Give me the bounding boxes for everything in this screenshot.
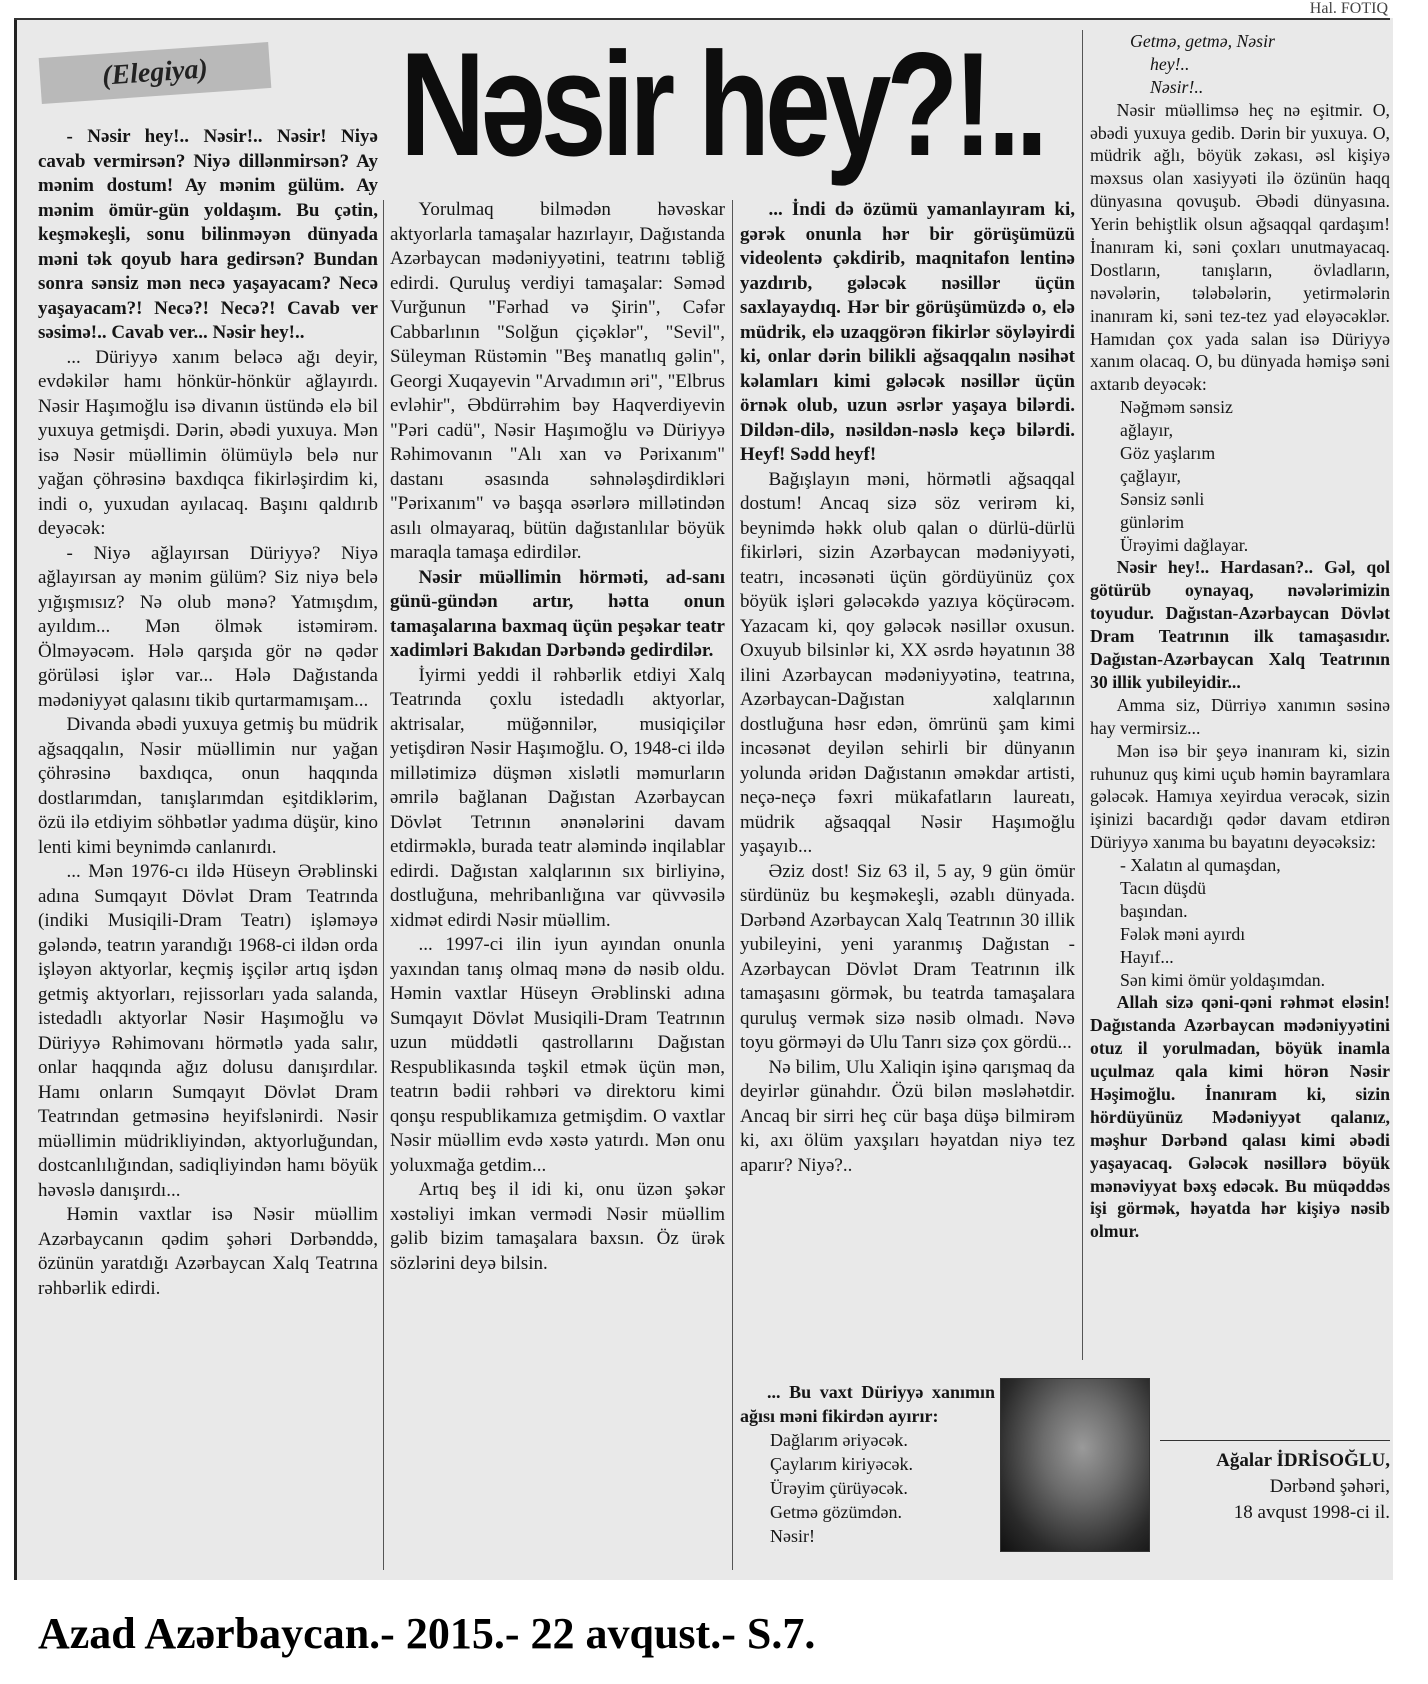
poem-line: Sən kimi ömür yoldaşımdan. [1120, 969, 1326, 990]
paragraph: Mən isə bir şeyə inanıram ki, sizin ruhunuz quş kimi uçub həmin bayramlara gələcək. Hamıya xeyirdua verəcək, sizin işinizi bacardığı qədər davam etdirən Düriyyə xanıma bu bayatını deyəcəksiz: [1090, 740, 1390, 853]
paragraph: Allah sizə qəni-qəni rəhmət eləsin! Dağıstanda Azərbaycan mədəniyyətini otuz il yorulmadan, böyük inamla uçulmaz qala kimi hörən Nəsir Həşimoğlu. İnanıram ki, sizin hördüyünüz Mədəniyyət qalanız, məşhur Dərbənd qalası kimi əbədi yaşayacaq. Gələcək nəsillərə böyük mənəviyyat bəxş edəcək. Bu müqəddəs işi görmək, həyatda hər kişiyə nəsib olmur. [1090, 992, 1390, 1242]
poem-line: Sənsiz sənli [1120, 488, 1205, 509]
poem-line: başından. [1120, 900, 1188, 921]
poem-line: Hayıf... [1120, 946, 1174, 967]
column-2 [390, 198, 725, 1276]
paragraph: ... Mən 1976-cı ildə Hüseyn Ərəblinski adına Sumqayıt Dövlət Dram Teatrında (indiki Musiqili-Dram Teatrı) işləməyə gələndə, teatrın yarandığı 1968-ci ildən orda işləyən aktyorlar, keçmiş işçilər artıq işdən getmiş aktyorları, rejissorları yada salanda, istedadlı aktyorlar Nəsir Haşımoğlu və Düriyyə Rəhimovanı hörmətlə yada salır, onlar haqqında ağız dolusu danışırdılar. Hamı onların Sumqayıt Dövlət Dram Teatrından getməsinə heyifslənirdi. Nəsir müəllimin müdrikliyindən, aktyorluğundan, dostcanlılığından, sadiqliyindən hamı böyük həvəslə danışırdı... [38, 861, 378, 1201]
lament-poem [740, 1380, 995, 1548]
paragraph: Nəsir müəllimsə heç nə eşitmir. O, əbədi yuxuya gedib. Dərin bir yuxuya. O, müdrik ağlı, böyük zəkası, əsl kişiyə məxsus olan xasiyyəti ilə özünün haqq dünyasına qovuşub. Əbədi dünyasına. Yerin behiştlik olsun ağsaqqal qardaşım! İnanıram ki, səni çoxları unutmayacaq. Dostların, tanışların, övladların, nəvələrin, tələbələrin, yetirmələrin inanıram ki, səni tez-tez yad eləyəcəklər. Hamıdan çox yada salan isə Düriyyə xanım olacaq. O, bu dünyada həmişə səni axtarıb deyəcək: [1090, 99, 1390, 395]
paragraph: ... 1997-ci ilin iyun ayından onunla yaxından tanış olmaq mənə də nəsib oldu. Həmin vaxtlar Hüseyn Ərəblinski adına Sumqayıt Dövlət Musiqili-Dram Teatrının uzun müddətli qastrollarını Dağıstan Respublikasında təşkil etmək üçün mən, teatrın bədii rəhbəri və direktoru kimi qonşu respublikamıza getmişdim. O vaxtlar Nəsir müəllim evdə xəstə yatırdı. Mən onu yoluxmağa getdim... [390, 934, 725, 1176]
poem-intro: ... Bu vaxt Düriyyə xanımın ağısı məni fikirdən ayırır: [740, 1382, 995, 1426]
poem-line: Nəğməm sənsiz [1120, 397, 1233, 418]
rubric-text: (Elegiya) [101, 53, 209, 92]
paragraph: Bağışlayın məni, hörmətli ağsaqqal dostum! Ancaq sizə söz verirəm ki, beynimdə həkk olub qalan o dürlü-dürlü fikirləri, sizin Azərbaycan mədəniyyəti, teatrı, incəsənəti üçün gördüyünüz çox böyük işləri gələcəkdə yazıya köçürəcəm. Yazacam ki, qoy gələcək nəsillər oxusun. Oxuyub bilsinlər ki, XX əsrdə həyatının 38 ilini Azərbaycan mədəniyyətinə, teatrına, Azərbaycan-Dağıstan xalqlarının dostluğuna həsr edən, ömrünü şam kimi incəsənət deyilən sehirli bir dünyanın yolunda əridən Dağıstanın əməkdar artisti, neçə-neçə fəxri mükafatların laureatı, müdrik ağsaqqal Nəsir Haşımoğlu yaşayıb... [740, 468, 1075, 857]
paragraph: ... Düriyyə xanım beləcə ağı deyir, evdəkilər hamı hönkür-hönkür ağlayırdı. Nəsir Haşımoğlu isə divanın üstündə elə bil yuxuya getmişdi. Dərin, əbədi yuxuya. Mən isə Nəsir müəllimin ölümüylə belə nur yağan çöhrəsinə baxdıqca fikirləşirdim ki, indi o, yuxudan ayılacaq. Başını qaldırıb deyəcək: [38, 346, 378, 539]
page-header-right: Hal. FOTIQ [1309, 0, 1388, 17]
column-1 [38, 125, 378, 1301]
poem-line: Ürəyimi dağlayar. [1120, 534, 1249, 555]
poem-line: - Xalatın al qumaşdan, [1120, 855, 1281, 876]
poem-line: çağlayır, [1120, 465, 1181, 486]
poem-line: hey!.. [1150, 53, 1190, 74]
paragraph: - Nəsir hey!.. Nəsir!.. Nəsir! Niyə cavab vermirsən? Niyə dillənmirsən? Ay mənim dostum! Ay mənim gülüm. Ay mənim ömür-gün yoldaşım. Bu çətin, keşməkeşli, sonu bilinməyən dünyada məni tək qoyub hara gedirsən? Bundan sonra sənsiz mən necə yaşayacam? Necə yaşayacam?! Necə?! Necə?! Cavab ver səsimə!.. Cavab ver... Nəsir hey!.. [38, 126, 378, 343]
column-3 [740, 198, 1075, 1178]
article-title: Nəsir hey?!.. [400, 22, 1044, 188]
author-place: Dərbənd şəhəri, [1269, 1476, 1390, 1497]
poem-line: günlərim [1120, 511, 1185, 532]
source-citation: Azad Azərbaycan.- 2015.- 22 avqust.- S.7. [38, 1609, 816, 1658]
poem-line: Göz yaşlarım [1120, 443, 1216, 464]
column-4 [1090, 30, 1390, 1243]
top-rule [14, 18, 1390, 20]
article-date: 18 avqust 1998-ci il. [1233, 1502, 1390, 1523]
poem-line: Getmə gözümdən. [770, 1502, 902, 1522]
poem-line: Nəsir!.. [1150, 76, 1204, 97]
paragraph: Nəsir müəllimin hörməti, ad-sanı günü-gündən artır, hətta onun tamaşalarına baxmaq üçün peşəkar teatr xadimləri Bakıdan Dərbəndə gedirdilər. [390, 566, 725, 661]
paragraph: İyirmi yeddi il rəhbərlik etdiyi Xalq Teatrında çoxlu istedadlı aktyorlar, aktrisalar, müğənnilər, musiqiçilər yetişdirən Nəsir Haşımoğlu. O, 1948-ci ildə millətimizə düşmən xislətli məmurların əmrilə bağlanan Dağıstan Azərbaycan Dövlət Tetrının ənənələrini davam etdirməklə, burada teatr aləmində inqilablar edirdi. Dağıstan xalqlarının sıx birliyinə, dostluğuna, mehribanlığına var qüvvəsilə xidmət edirdi Nəsir müəllim. [390, 664, 725, 931]
paragraph: Divanda əbədi yuxuya getmiş bu müdrik ağsaqqalın, Nəsir müəllimin nur yağan çöhrəsinə baxdıqca, onun haqqında dostlarımdan, tanışlarımdan eşitdiklərim, özü ilə etdiyim söhbətlər yadıma düşür, kino lenti kimi beynimdə canlanırdı. [38, 714, 378, 858]
author-name: Ağalar İDRİSOĞLU, [1216, 1450, 1390, 1471]
signature-rule [1160, 1440, 1390, 1441]
paragraph: Yorulmaq bilmədən həvəskar aktyorlarla tamaşalar hazırlayır, Dağıstanda Azərbaycan mədəniyyətini, teatrını təbliğ edirdi. Quruluş verdiyi tamaşalar: Səməd Vurğunun "Fərhad və Şirin", Cəfər Cabbarlının "Solğun çiçəklər", "Sevil", Süleyman Rüstəmin "Beş manatlıq gəlin", Georgi Xuqayevin "Arvadımın əri", "Elbrus evləhir", Əbdürrəhim bəy Haqverdiyevin "Pəri cadü", Nəsir Haşımoğlu və Düriyyə Rəhimovanın "Alı xan və Pərixanım" dastanı əsasında səhnələşdirdikləri "Pərixanım" və başqa əsərlərə millətindən asılı olmayaraq, bütün dağıstanlılar böyük maraqla tamaşa edirdilər. [390, 199, 725, 563]
signature [1160, 1448, 1390, 1526]
portrait-photo [1000, 1378, 1150, 1552]
paragraph: Amma siz, Dürriyə xanımın səsinə hay vermirsiz... [1090, 694, 1390, 738]
paragraph: - Niyə ağlayırsan Düriyyə? Niyə ağlayırsan ay mənim gülüm? Siz niyə belə yığışmısız? Nə olub mənə? Yatmışdım, ayıldım... Mən ölmək istəmirəm. Ölməyəcəm. Hələ qarşıda gör nə qədər görüləsi işlər var... Hələ Dağıstanda mədəniyyət qalasını tikib qurtarmamışam... [38, 542, 378, 711]
poem-line: Çaylarım kiriyəcək. [770, 1454, 913, 1474]
paragraph: Əziz dost! Siz 63 il, 5 ay, 9 gün ömür sürdünüz bu keşməkeşli, əzablı dünyada. Dərbənd Azərbaycan Xalq Teatrının 30 illik yubileyini, yeni yaranmış Dağıstan - Azərbaycan Dövlət Dram Teatrının ilk tamaşasını görmək, bu teatrda tamaşalara quruluş vermək sizə nəsib olmadı. Nəvə toyu görməyi də Ulu Tanrı sizə çox gördü... [740, 860, 1075, 1053]
paragraph: Artıq beş il idi ki, onu üzən şəkər xəstəliyi imkan vermədi Nəsir müəllim gəlib bizim tamaşalara baxsın. Öz ürək sözlərini deyə bilsin. [390, 1179, 725, 1274]
column-separator [1082, 30, 1083, 1360]
paragraph: Nə bilim, Ulu Xaliqin işinə qarışmaq da deyirlər günahdır. Özü bilən məsləhətdir. Ancaq bir sirri heç cür başa düşə bilmirəm ki, axı ölüm yaxşıları həyatdan niyə tez aparır? Niyə?.. [740, 1056, 1075, 1176]
poem-line: Tacın düşdü [1120, 877, 1207, 898]
paragraph: Həmin vaxtlar isə Nəsir müəllim Azərbaycanın qədim şəhəri Dərbənddə, özünün yaratdığı Azərbaycan Xalq Teatrına rəhbərlik edirdi. [38, 1204, 378, 1299]
column-separator [383, 200, 384, 1570]
paragraph: ... İndi də özümü yamanlayıram ki, gərək onunla hər bir görüşümüzü videolentə çəkdirib, maqnitafon lentinə yazdırıb, gələcək nəsillər üçün saxlayaydıq. Hər bir görüşümüzdə o, elə müdrik, elə uzaqgörən fikirlər söyləyirdi ki, onlar dərin bilikli ağsaqqalın nəsihət kəlamları kimi gələcək nəsillər üçün örnək olub, uzun əsrlər yaşaya bilərdi. Dildən-dilə, nəsildən-nəslə keçə bilərdi. Heyf! Sədd heyf! [740, 199, 1075, 465]
poem-line: Nəsir! [770, 1526, 815, 1546]
column-separator [732, 200, 733, 1570]
poem-line: Getmə, getmə, Nəsir [1130, 31, 1275, 51]
paragraph: Nəsir hey!.. Hardasan?.. Gəl, qol götürüb oynayaq, nəvələrimizin toyudur. Dağıstan-Azərbaycan Dövlət Dram Teatrının ilk tamaşasıdır. Dağıstan-Azərbaycan Xalq Teatrının 30 illik yubileyidir... [1090, 557, 1390, 692]
poem-line: Ürəyim çürüyəcək. [770, 1478, 908, 1498]
poem-line: Dağlarım əriyəcək. [770, 1430, 908, 1450]
poem-line: Fələk məni ayırdı [1120, 923, 1246, 944]
poem-line: ağlayır, [1120, 420, 1174, 441]
